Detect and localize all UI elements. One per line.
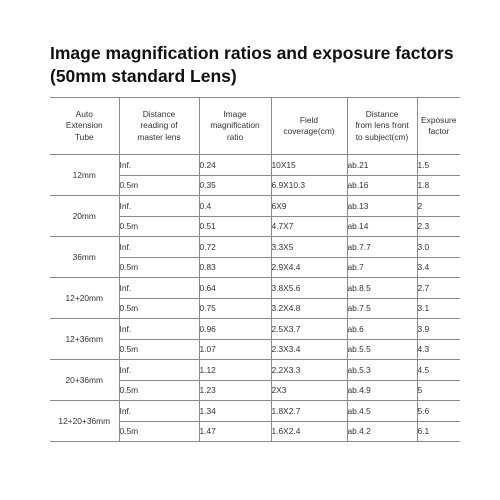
exposure-cell: 3.1 xyxy=(417,298,460,319)
distance-cell: 0.5m xyxy=(119,339,199,360)
ratio-cell: 0.4 xyxy=(199,196,271,217)
subject-distance-cell: ab.21 xyxy=(347,155,417,176)
table-body xyxy=(50,155,460,442)
table-row xyxy=(50,237,460,258)
exposure-cell: 2.7 xyxy=(417,278,460,299)
table-row xyxy=(50,360,460,381)
tube-cell: 12mm xyxy=(50,155,119,196)
distance-cell: 0.5m xyxy=(119,257,199,278)
field-coverage-cell: 4.7X7 xyxy=(271,216,347,237)
subject-distance-cell: ab.4.5 xyxy=(347,401,417,422)
ratio-cell: 0.35 xyxy=(199,175,271,196)
page-title-line1: Image magnification ratios and exposure factors xyxy=(50,43,454,63)
field-coverage-cell: 6.9X10.3 xyxy=(271,175,347,196)
ratio-cell: 0.75 xyxy=(199,298,271,319)
exposure-cell: 1.5 xyxy=(417,155,460,176)
field-coverage-cell: 2.2X3.3 xyxy=(271,360,347,381)
subject-distance-cell: ab.7 xyxy=(347,257,417,278)
field-coverage-cell: 2X3 xyxy=(271,380,347,401)
ratio-cell: 0.24 xyxy=(199,155,271,176)
table-row xyxy=(50,319,460,340)
header-magnification-ratio: Image magnification ratio xyxy=(199,98,271,155)
field-coverage-cell: 3.8X5.6 xyxy=(271,278,347,299)
ratio-cell: 1.34 xyxy=(199,401,271,422)
distance-cell: Inf. xyxy=(119,155,199,176)
exposure-cell: 6.1 xyxy=(417,421,460,442)
ratio-cell: 0.51 xyxy=(199,216,271,237)
ratio-cell: 1.47 xyxy=(199,421,271,442)
ratio-cell: 0.64 xyxy=(199,278,271,299)
subject-distance-cell: ab.4.2 xyxy=(347,421,417,442)
distance-cell: 0.5m xyxy=(119,380,199,401)
subject-distance-cell: ab.7.5 xyxy=(347,298,417,319)
exposure-cell: 5.6 xyxy=(417,401,460,422)
distance-cell: Inf. xyxy=(119,360,199,381)
subject-distance-cell: ab.5.5 xyxy=(347,339,417,360)
field-coverage-cell: 2.9X4.4 xyxy=(271,257,347,278)
field-coverage-cell: 2.3X3.4 xyxy=(271,339,347,360)
subject-distance-cell: ab.13 xyxy=(347,196,417,217)
table-row xyxy=(50,278,460,299)
ratio-cell: 0.83 xyxy=(199,257,271,278)
field-coverage-cell: 2.5X3.7 xyxy=(271,319,347,340)
table-row xyxy=(50,196,460,217)
exposure-cell: 4.3 xyxy=(417,339,460,360)
exposure-cell: 3.0 xyxy=(417,237,460,258)
subject-distance-cell: ab.8.5 xyxy=(347,278,417,299)
page-title xyxy=(50,42,470,88)
tube-cell: 12+20+36mm xyxy=(50,401,119,442)
distance-cell: Inf. xyxy=(119,401,199,422)
ratio-cell: 0.72 xyxy=(199,237,271,258)
table-row xyxy=(50,401,460,422)
header-exposure-factor: Exposure factor xyxy=(417,98,460,155)
table-row xyxy=(50,155,460,176)
header-distance-to-subject: Distance from lens front to subject(cm) xyxy=(347,98,417,155)
distance-cell: Inf. xyxy=(119,237,199,258)
page-title-line2: (50mm standard Lens) xyxy=(50,66,237,86)
table-header-row xyxy=(50,98,460,155)
subject-distance-cell: ab.6 xyxy=(347,319,417,340)
field-coverage-cell: 1.6X2.4 xyxy=(271,421,347,442)
ratio-cell: 1.12 xyxy=(199,360,271,381)
distance-cell: Inf. xyxy=(119,196,199,217)
exposure-cell: 4.5 xyxy=(417,360,460,381)
exposure-cell: 5 xyxy=(417,380,460,401)
header-auto-extension-tube: Auto Extension Tube xyxy=(50,98,119,155)
exposure-cell: 2 xyxy=(417,196,460,217)
tube-cell: 20mm xyxy=(50,196,119,237)
distance-cell: 0.5m xyxy=(119,298,199,319)
subject-distance-cell: ab.7.7 xyxy=(347,237,417,258)
field-coverage-cell: 1.8X2.7 xyxy=(271,401,347,422)
distance-cell: 0.5m xyxy=(119,216,199,237)
field-coverage-cell: 6X9 xyxy=(271,196,347,217)
exposure-cell: 3.9 xyxy=(417,319,460,340)
field-coverage-cell: 3.2X4.8 xyxy=(271,298,347,319)
subject-distance-cell: ab.5.3 xyxy=(347,360,417,381)
exposure-cell: 3.4 xyxy=(417,257,460,278)
distance-cell: 0.5m xyxy=(119,175,199,196)
ratio-cell: 1.23 xyxy=(199,380,271,401)
header-field-coverage: Field coverage(cm) xyxy=(271,98,347,155)
subject-distance-cell: ab.14 xyxy=(347,216,417,237)
subject-distance-cell: ab.4.9 xyxy=(347,380,417,401)
tube-cell: 36mm xyxy=(50,237,119,278)
distance-cell: Inf. xyxy=(119,278,199,299)
ratio-cell: 0.96 xyxy=(199,319,271,340)
ratio-cell: 1.07 xyxy=(199,339,271,360)
tube-cell: 12+36mm xyxy=(50,319,119,360)
distance-cell: 0.5m xyxy=(119,421,199,442)
field-coverage-cell: 3.3X5 xyxy=(271,237,347,258)
distance-cell: Inf. xyxy=(119,319,199,340)
field-coverage-cell: 10X15 xyxy=(271,155,347,176)
exposure-cell: 1.8 xyxy=(417,175,460,196)
header-distance-reading: Distance reading of master lens xyxy=(119,98,199,155)
exposure-cell: 2.3 xyxy=(417,216,460,237)
tube-cell: 12+20mm xyxy=(50,278,119,319)
subject-distance-cell: ab.16 xyxy=(347,175,417,196)
tube-cell: 20+36mm xyxy=(50,360,119,401)
magnification-table xyxy=(50,97,460,442)
